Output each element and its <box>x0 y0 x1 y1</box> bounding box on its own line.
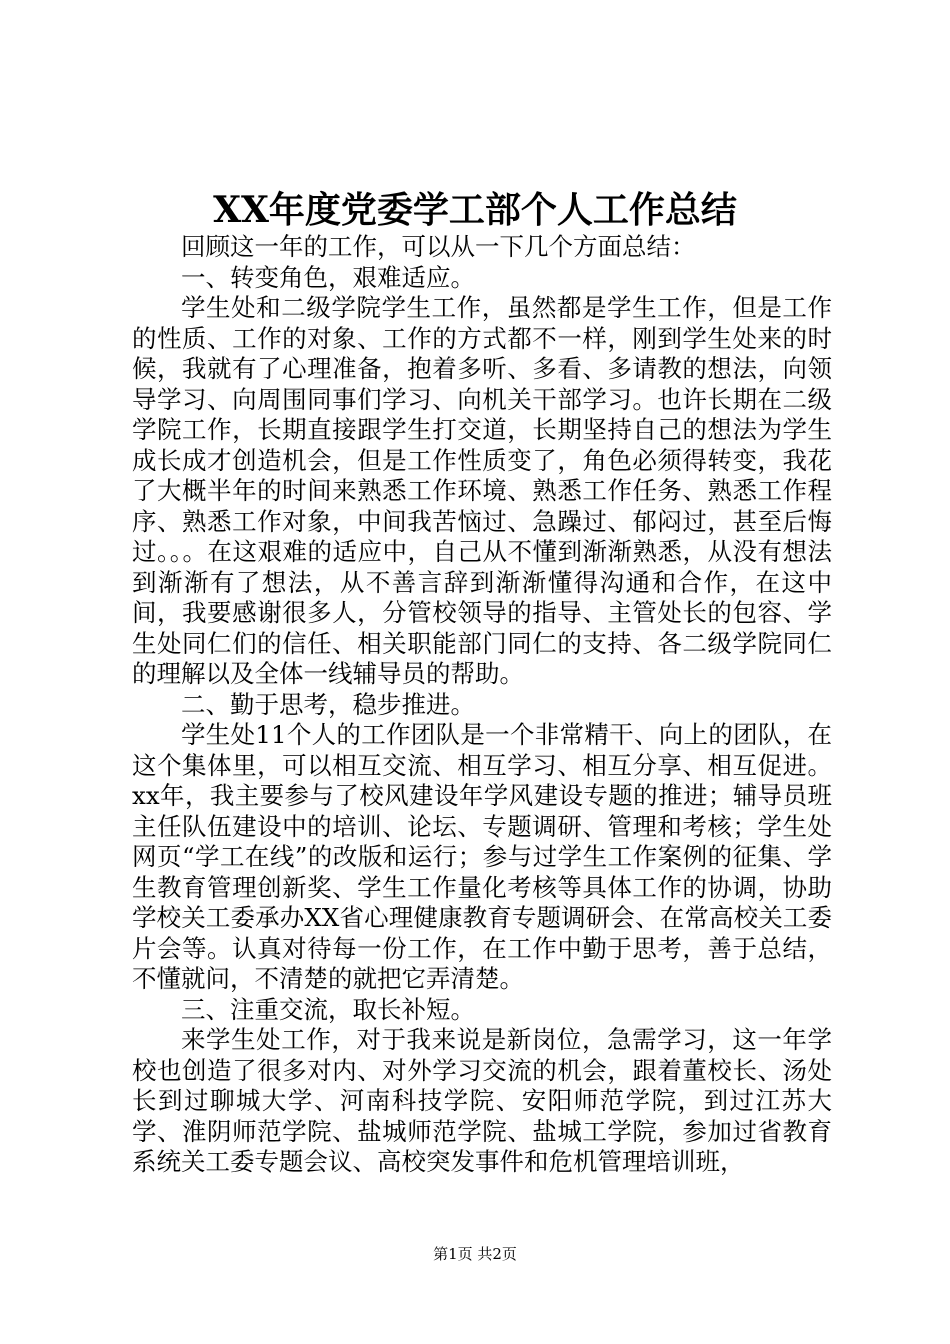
section-heading-1: 一、转变角色，艰难适应。 <box>181 262 475 292</box>
intro-paragraph: 回顾这一年的工作，可以从一下几个方面总结： <box>181 232 696 261</box>
section-heading-3: 三、注重交流，取长补短。 <box>181 994 475 1024</box>
section-3-paragraph: 来学生处工作，对于我来说是新岗位，急需学习，这一年学校也创造了很多对内、对外学习交流的机会，跟着董校长、汤处长到过聊城大学、河南科技学院、安阳师范学院，到过江苏大学、淮阴师范学院、盐城师范学院、盐城工学院，参加过省教育系统关工委专题会议、高校突发事件和危机管理培训班， <box>132 1025 832 1176</box>
section-2-paragraph: 学生处11个人的工作团队是一个非常精干、向上的团队，在这个集体里，可以相互交流、相互学习、相互分享、相互促进。xx年，我主要参与了校风建设年学风建设专题的推进；辅导员班主任队伍建设中的培训、论坛、专题调研、管理和考核；学生处网页“学工在线”的改版和运行；参与过学生工作案例的征集、学生教育管理创新奖、学生工作量化考核等具体工作的协调，协助学校关工委承办XX省心理健康教育专题调研会、在常高校关工委片会等。认真对待每一份工作，在工作中勤于思考，善于总结，不懂就问，不清楚的就把它弄清楚。 <box>132 720 832 993</box>
page-number-footer: 第1页 共2页 <box>433 1245 517 1263</box>
document-body <box>132 232 832 1178</box>
section-heading-2: 二、勤于思考，稳步推进。 <box>181 689 475 719</box>
section-1-paragraph: 学生处和二级学院学生工作，虽然都是学生工作，但是工作的性质、工作的对象、工作的方式都不一样，刚到学生处来的时候，我就有了心理准备，抱着多听、多看、多请教的想法，向领导学习、向周围同事们学习、向机关干部学习。也许长期在二级学院工作，长期直接跟学生打交道，长期坚持自己的想法为学生成长成才创造机会，但是工作性质变了，角色必须得转变，我花了大概半年的时间来熟悉工作环境、熟悉工作任务、熟悉工作程序、熟悉工作对象，中间我苦恼过、急躁过、郁闷过，甚至后悔过。。。在这艰难的适应中，自己从不懂到渐渐熟悉，从没有想法到渐渐有了想法，从不善言辞到渐渐懂得沟通和合作，在这中间，我要感谢很多人，分管校领导的指导、主管处长的包容、学生处同仁们的信任、相关职能部门同仁的支持、各二级学院同仁的理解以及全体一线辅导员的帮助。 <box>132 293 832 688</box>
document-title: XX年度党委学工部个人工作总结 <box>213 189 737 231</box>
